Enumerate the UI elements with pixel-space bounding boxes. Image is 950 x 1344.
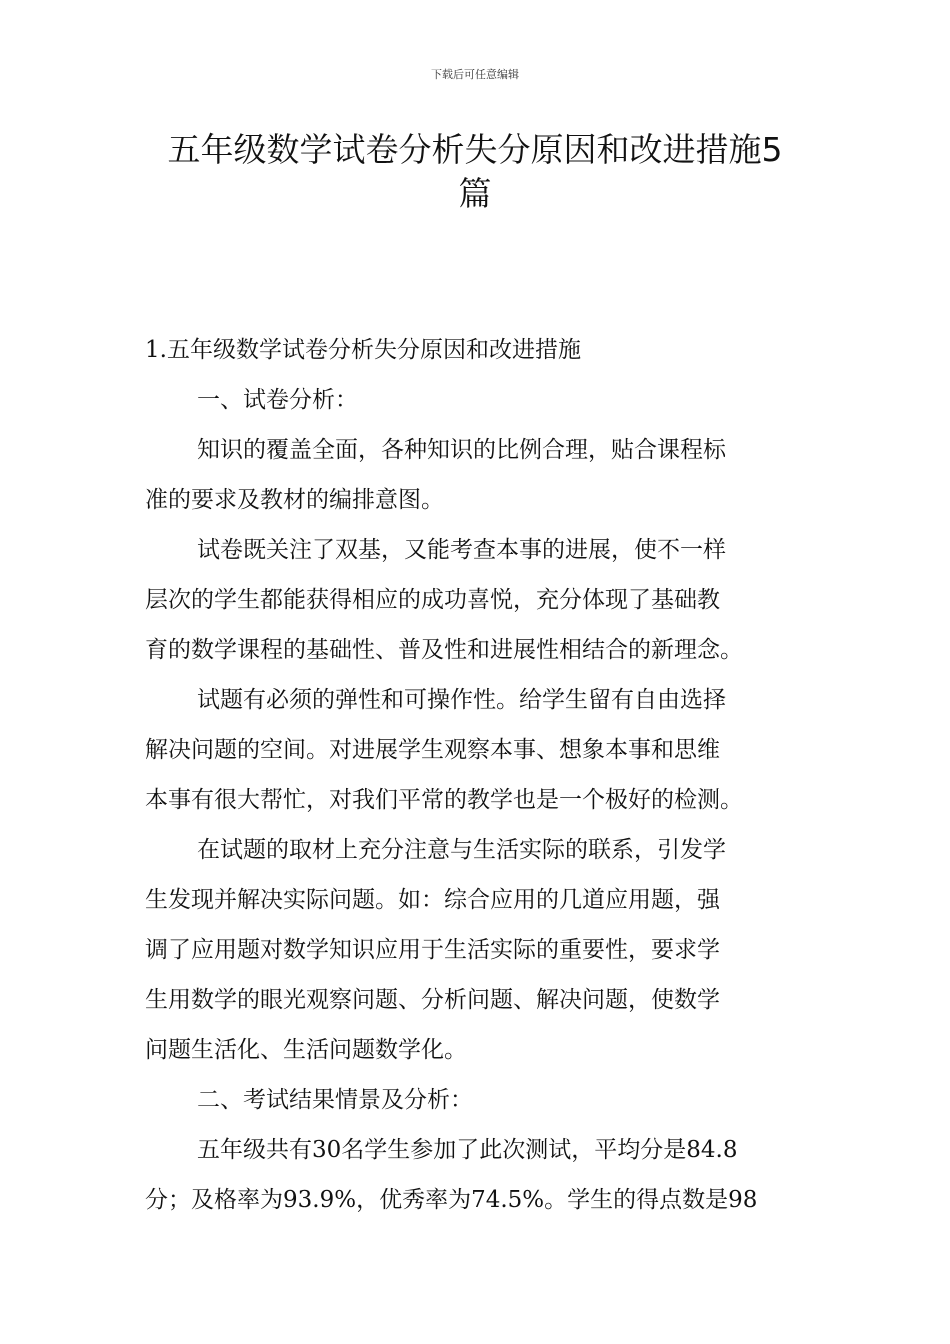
- paragraph-line: 解决问题的空间。对进展学生观察本事、想象本事和思维: [145, 737, 720, 763]
- paragraph-line: 分；及格率为93.9%，优秀率为74.5%。学生的得点数是98: [145, 1187, 758, 1213]
- document-title: [120, 128, 830, 216]
- header-note: 下载后可任意编辑: [431, 68, 519, 81]
- paragraph-line: 五年级共有30名学生参加了此次测试，平均分是84.8: [197, 1137, 738, 1163]
- subsection-heading: 一、试卷分析：: [197, 387, 358, 413]
- paragraph-line: 生发现并解决实际问题。如：综合应用的几道应用题，强: [145, 887, 720, 913]
- paragraph-line: 试题有必须的弹性和可操作性。给学生留有自由选择: [197, 687, 726, 713]
- paragraph-line: 层次的学生都能获得相应的成功喜悦，充分体现了基础教: [145, 587, 720, 613]
- paragraph-line: 本事有很大帮忙，对我们平常的教学也是一个极好的检测。: [145, 787, 743, 813]
- subsection-heading: 二、考试结果情景及分析：: [197, 1087, 473, 1113]
- paragraph-line: 调了应用题对数学知识应用于生活实际的重要性，要求学: [145, 937, 720, 963]
- paragraph-line: 育的数学课程的基础性、普及性和进展性相结合的新理念。: [145, 637, 743, 663]
- paragraph-line: 知识的覆盖全面，各种知识的比例合理，贴合课程标: [197, 437, 726, 463]
- document-body: [145, 325, 807, 1225]
- section-heading: 1.五年级数学试卷分析失分原因和改进措施: [145, 337, 581, 363]
- document-title-line-2: 篇: [458, 174, 492, 213]
- paragraph-line: 准的要求及教材的编排意图。: [145, 487, 444, 513]
- paragraph-line: 问题生活化、生活问题数学化。: [145, 1037, 467, 1063]
- document-title-line-1: 五年级数学试卷分析失分原因和改进措施5: [167, 130, 783, 169]
- paragraph-line: 生用数学的眼光观察问题、分析问题、解决问题，使数学: [145, 987, 720, 1013]
- paragraph-line: 试卷既关注了双基，又能考查本事的进展，使不一样: [197, 537, 726, 563]
- paragraph-line: 在试题的取材上充分注意与生活实际的联系，引发学: [197, 837, 726, 863]
